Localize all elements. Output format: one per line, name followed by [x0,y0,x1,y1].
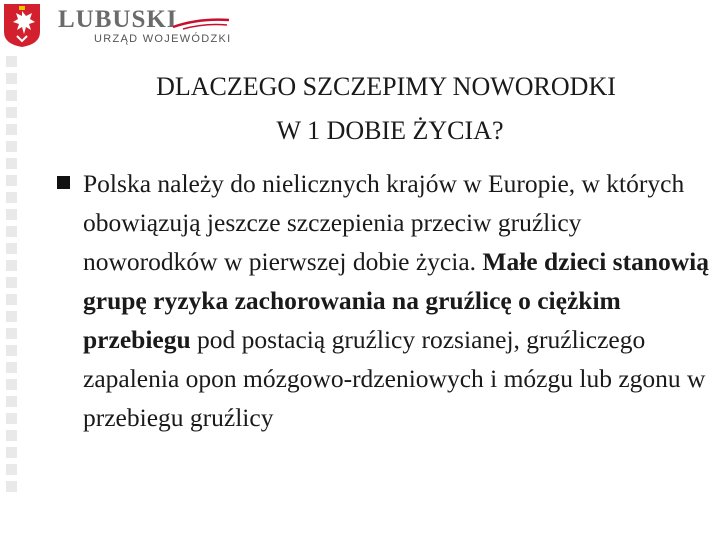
brand-name: LUBUSKI [58,6,178,33]
bullet-paragraph [83,164,713,437]
brand-swoosh-icon [171,14,231,30]
bullet-text-part1: Polska należy do nielicznych krajów w Europie, w których obowiązują jeszcze szczepienia przeciw gruźlicy noworodków w pierwszej dobie życia. [83,169,685,276]
slide-title-line1: DLACZEGO SZCZEPIMY NOWORODKI [156,72,616,101]
bullet-text-part2: pod postacią gruźlicy rozsianej, gruźliczego zapalenia opon mózgowo-rdzeniowych i mózgu lub zgonu w przebiegu gruźlicy [83,325,706,432]
bullet-text-bold: Małe dzieci stanowią grupę ryzyka zachorowania na gruźlicę o ciężkim przebiegu [83,247,710,354]
side-decoration [6,56,18,498]
header [0,0,720,52]
slide-title-line2: W 1 DOBIE ŻYCIA? [276,116,504,145]
polish-eagle-emblem-icon [2,2,42,48]
bullet-square-icon [57,176,70,189]
brand-subtitle: URZĄD WOJEWÓDZKI [94,33,232,45]
